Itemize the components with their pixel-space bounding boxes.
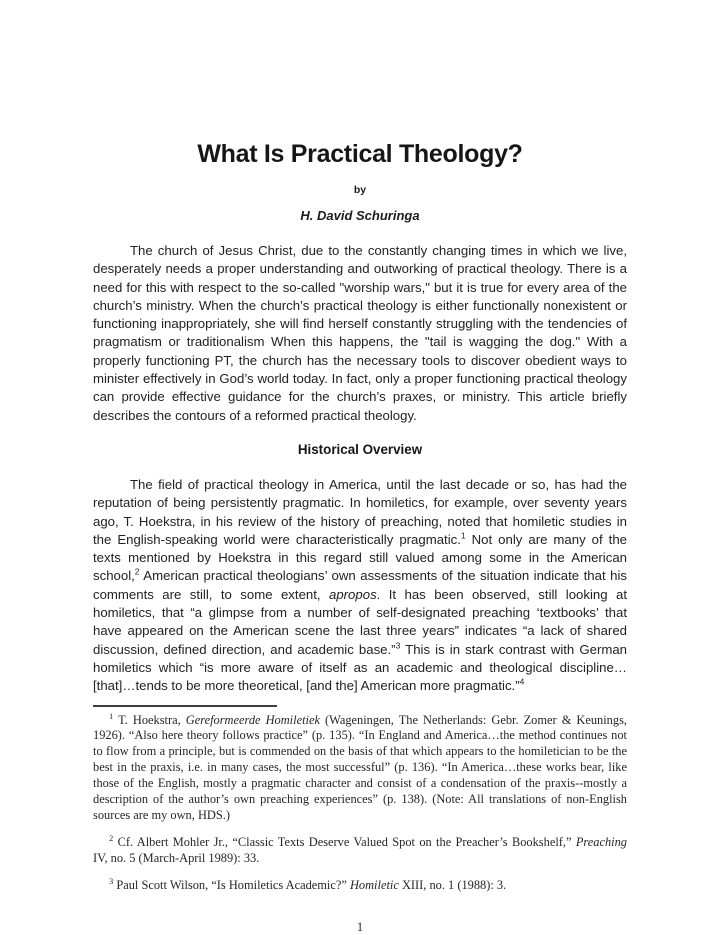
- paragraph-text-segment: This is in stark contrast with German homiletics which “is more aware of itself as an academic and theological discipline…[that]…tends to be more theoretical, [and the] American more pragmatic.”: [93, 641, 627, 694]
- footnote-2-number: 2: [109, 832, 114, 843]
- footnote-3-number: 3: [109, 875, 114, 886]
- footnote-1-number: 1: [109, 710, 114, 721]
- byline: by: [353, 184, 367, 196]
- paragraph-historical: [93, 476, 627, 696]
- footnote-text-segment: XIII, no. 1 (1988): 3.: [398, 877, 507, 892]
- footnote-ref-2: 2: [134, 567, 140, 578]
- paragraph-intro: [93, 242, 627, 425]
- document-page: [93, 0, 627, 935]
- paragraph-text-segment: American practical theologians’ own assessments of the situation indicate that his comments are still, to some extent,: [93, 568, 627, 602]
- footnote-italic-title: Gereformeerde Homiletiek: [185, 712, 320, 727]
- footnote-italic-title: Preaching: [575, 834, 627, 849]
- paragraph-text-segment: Not only are many of the texts mentioned by Hoekstra in this regard still valued among some in the American school,: [93, 531, 627, 584]
- paragraph-text-segment: The field of practical theology in America, until the last decade or so, has had the reputation of being persistently pragmatic. In homiletics, for example, over seventy years ago, T. Hoekstra, in his review of the history of preaching, noted that homiletic studies in the English-speaking world were characteristically pragmatic.: [93, 476, 627, 547]
- footnote-ref-4: 4: [519, 676, 525, 687]
- footnote-italic-title: Homiletic: [349, 877, 399, 892]
- footnote-text-segment: (Wageningen, The Netherlands: Gebr. Zomer & Keunings, 1926). “Also here theory follows practice” (p. 135). “In England and America…the method continues not to flow from a principle, but is commended on the basis of that which appears to the homiletician to be the best in the praxis, i.e. in many cases, the most successful” (p. 136). “In America…these works bear, like those of the English, mostly a pragmatic character and consist of a condensation of the praxis--mostly a description of the author’s own preaching experiences” (p. 138). (Note: All translations of non-English sources are my own, HDS.): [93, 712, 627, 822]
- page-number: 1: [356, 919, 364, 934]
- page-title: What Is Practical Theology?: [197, 140, 523, 168]
- footnote-text-segment: T. Hoekstra,: [113, 712, 186, 727]
- paragraph-text-segment: . It has been observed, still looking at homiletics, that “a glimpse from a number of self-designated preaching ‘textbooks’ that have appeared on the American scene the last three years” indicates “a lack of shared discussion, defined direction, and academic base.”: [93, 586, 627, 657]
- footnote-separator: [93, 705, 277, 707]
- paragraph-intro-text: The church of Jesus Christ, due to the constantly changing times in which we live, desperately needs a proper understanding and outworking of practical theology. There is a need for this with respect to the so-called "worship wars," but it is true for every area of the church’s ministry. When the church’s practical theology is either functionally nonexistent or functioning inappropriately, she will find herself constantly struggling with the tendencies of pragmatism or traditionalism When this happens, the "tail is wagging the dog." With a properly functioning PT, the church has the necessary tools to discover obedient ways to minister effectively in God’s world today. In fact, only a proper functioning practical theology can provide effective guidance for the church’s praxes, or ministry. This article briefly describes the contours of a reformed practical theology.: [93, 243, 627, 423]
- paragraph-italic-segment: apropos: [329, 586, 377, 602]
- footnote-3: [93, 875, 627, 894]
- footnote-1: [93, 710, 627, 824]
- footnote-text-segment: Cf. Albert Mohler Jr., “Classic Texts Deserve Valued Spot on the Preacher’s Bookshelf,”: [113, 834, 576, 849]
- footnote-ref-3: 3: [395, 640, 401, 651]
- footnote-ref-1: 1: [460, 530, 466, 541]
- footnote-text-segment: Paul Scott Wilson, “Is Homiletics Academic?”: [113, 877, 350, 892]
- section-heading: Historical Overview: [297, 441, 423, 457]
- author-name: H. David Schuringa: [300, 208, 420, 223]
- footnote-2: [93, 832, 627, 867]
- footnote-text-segment: IV, no. 5 (March-April 1989): 33.: [93, 850, 260, 865]
